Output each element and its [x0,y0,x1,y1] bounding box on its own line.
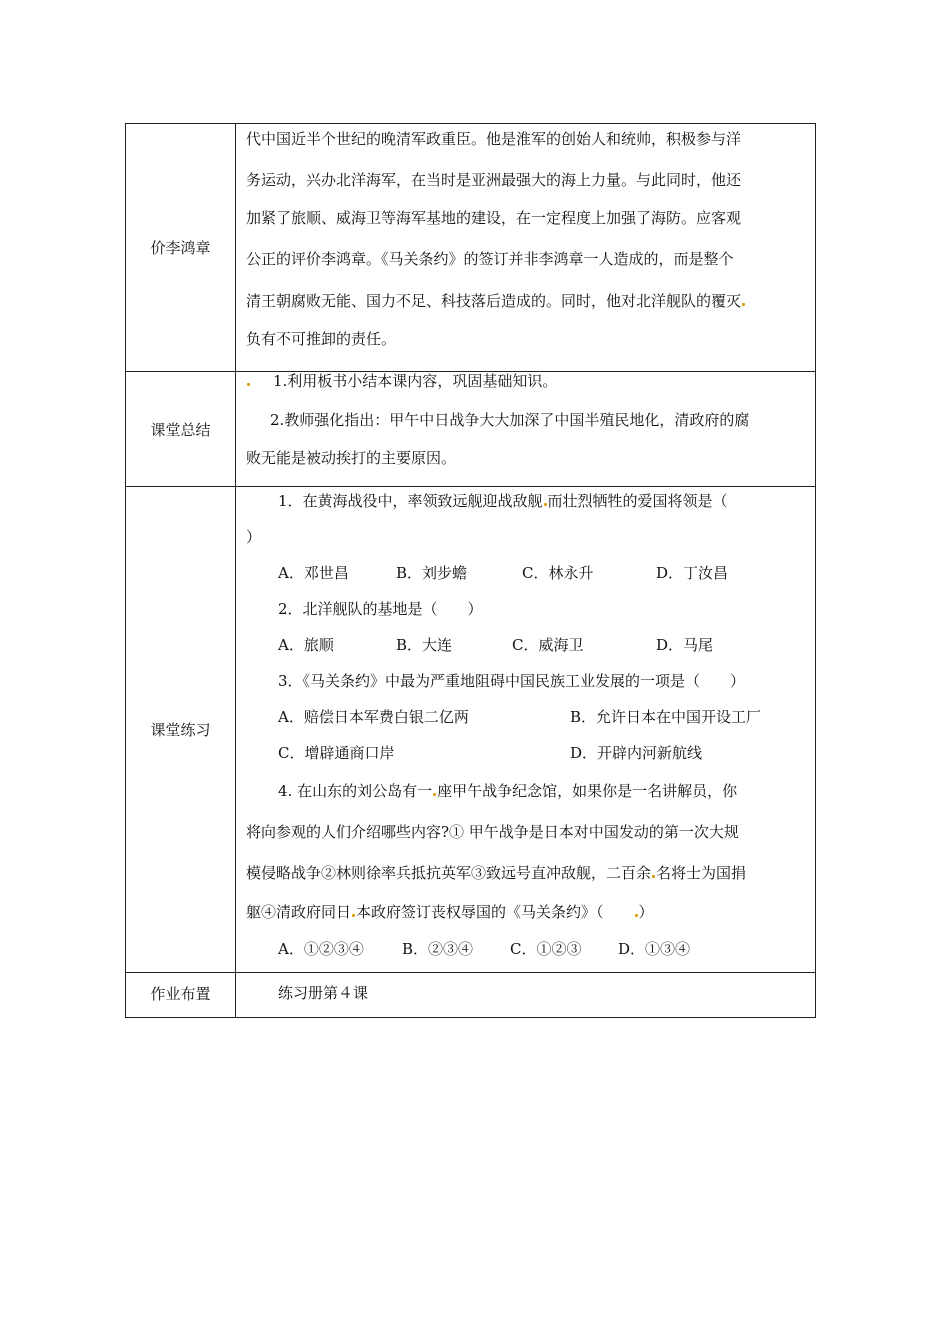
q1-stem-part-a: 1．在黄海战役中，率领致远舰迎战敌舰 [278,492,543,510]
q1-option-a: A．邓世昌 [278,564,349,582]
highlight-dot-mark [433,793,436,796]
q4-line-4-part-c: ） [638,903,654,921]
table-row-homework [126,973,816,1018]
q4-line-1-part-a: 4. 在山东的刘公岛有一 [278,782,433,800]
table-row-evaluate [126,124,816,372]
q4-line-1-part-b: 座甲午战争纪念馆，如果你是一名讲解员，你 [437,782,738,800]
q1-option-b: B．刘步蟾 [396,564,468,582]
q1-stem-close: ） [246,528,262,546]
q4-line-3-part-a: 模侵略战争②林则徐率兵抵抗英军③致远号直冲敌舰，二百余 [246,864,652,882]
q3-option-c: C．增辟通商口岸 [278,744,395,762]
q4-line-3-part-b: 名将士为国捐 [656,864,747,882]
row-label-homework: 作业布置 [126,973,236,1018]
row-label-practice: 课堂练习 [126,487,236,973]
table-row-summary [126,372,816,487]
q2-stem: 2．北洋舰队的基地是（ ） [278,600,483,618]
q1-option-c: C．林永升 [522,564,594,582]
highlight-dot-mark [635,914,638,917]
row-content-practice [236,487,816,973]
row-label-evaluate: 价李鸿章 [126,124,236,372]
row-label-summary: 课堂总结 [126,372,236,487]
q3-option-d: D．开辟内河新航线 [570,744,703,762]
q3-stem: 3．《马关条约》中最为严重地阻碍中国民族工业发展的一项是（ ） [278,672,746,690]
q1-stem-line [246,483,807,519]
evaluate-line-6: 负有不可推卸的责任。 [246,330,397,348]
q1-option-d: D．丁汝昌 [656,564,729,582]
q4-line-1 [246,771,807,811]
summary-line-2: 2.教师强化指出：甲午中日战争大大加深了中国半殖民地化，清政府的腐 [270,411,750,429]
evaluate-line-5-text: 清王朝腐败无能、国力不足、科技落后造成的。同时，他对北洋舰队的覆灭 [246,292,742,310]
row-content-homework [236,973,816,1018]
row-content-evaluate [236,124,816,372]
q4-option-a: A．①②③④ [278,940,364,958]
table-row-practice [126,487,816,973]
evaluate-line-5 [246,282,807,323]
q2-option-b: B．大连 [396,636,453,654]
q4-option-c: C．①②③ [510,940,582,958]
summary-line-1 [246,372,807,400]
q4-options [246,931,807,967]
q1-stem-part-b: 而壮烈牺牲的爱国将领是（ [547,492,728,510]
lesson-plan-table [125,123,816,1018]
q4-option-b: B．②③④ [402,940,474,958]
q3-option-b: B．允许日本在中国开设工厂 [570,708,762,726]
q3-option-a: A．赔偿日本军费白银二亿两 [278,708,469,726]
q4-line-3 [246,853,807,893]
row-content-summary [236,372,816,487]
evaluate-line-1: 代中国近半个世纪的晚清军政重臣。他是淮军的创始人和统帅，积极参与洋 [246,130,742,148]
q2-option-c: C．威海卫 [512,636,584,654]
highlight-dot-mark [742,303,745,306]
evaluate-line-3: 加紧了旅顺、威海卫等海军基地的建设，在一定程度上加强了海防。应客观 [246,209,742,227]
highlight-dot-mark [247,383,250,386]
summary-line-3: 败无能是被动挨打的主要原因。 [246,449,457,467]
highlight-dot-mark [652,875,655,878]
q4-line-4-part-b: 本政府签订丧权辱国的《马关条约》（ [356,903,634,921]
q2-option-d: D．马尾 [656,636,714,654]
q4-line-2: 将向参观的人们介绍哪些内容?① 甲午战争是日本对中国发动的第一次大规 [246,823,739,841]
q2-options [246,627,807,663]
q1-options [246,555,807,591]
q4-line-4 [246,893,807,931]
q2-option-a: A．旅顺 [278,636,334,654]
q3-options-row-2 [246,735,807,771]
q4-option-d: D．①③④ [618,940,691,958]
homework-text: 练习册第４课 [278,984,369,1002]
evaluate-line-2: 务运动，兴办北洋海军，在当时是亚洲最强大的海上力量。与此同时，他还 [246,171,742,189]
highlight-dot-mark [352,914,355,917]
q3-options-row-1 [246,699,807,735]
q4-line-4-part-a: 躯④清政府同日 [246,903,352,921]
summary-line-1-text: 1.利用板书小结本课内容，巩固基础知识。 [273,372,558,390]
evaluate-line-4: 公正的评价李鸿章。《马关条约》的签订并非李鸿章一人造成的，而是整个 [246,250,734,268]
highlight-dot-mark [544,503,547,506]
